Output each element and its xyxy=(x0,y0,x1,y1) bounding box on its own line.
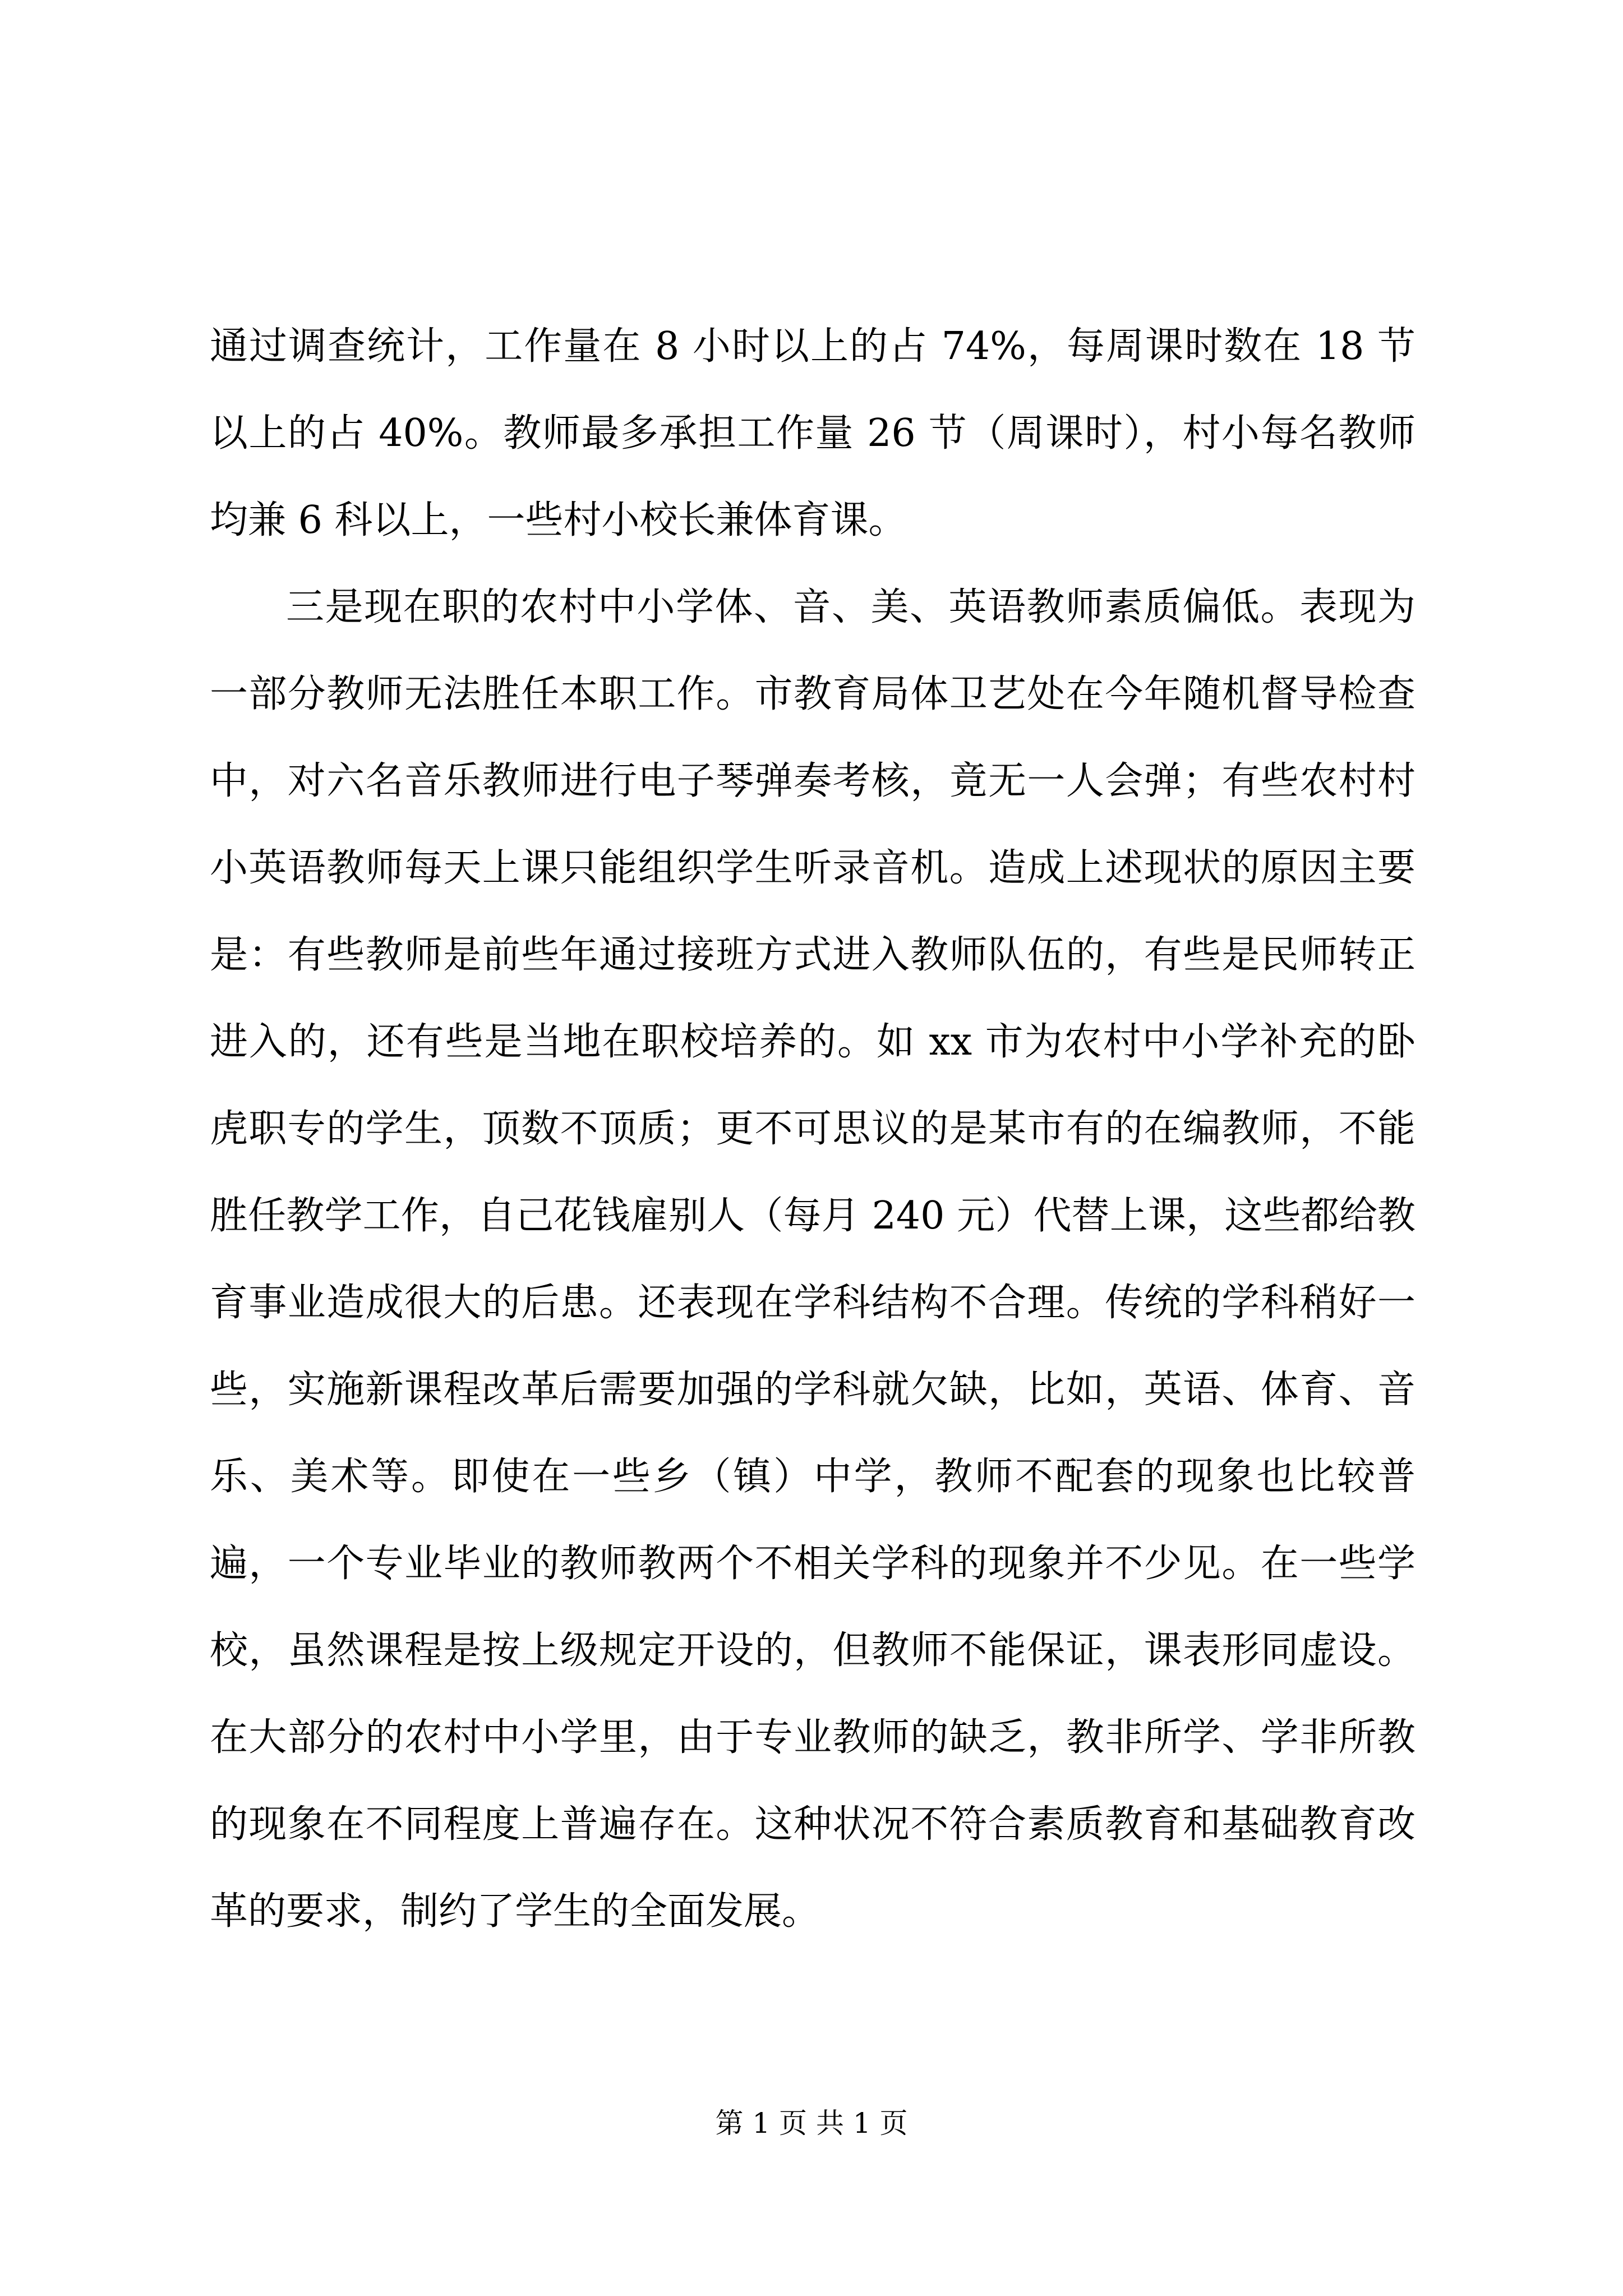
document-body xyxy=(210,303,1415,1955)
page-footer: 第 1 页 共 1 页 xyxy=(715,2107,908,2139)
paragraph-2: 三是现在职的农村中小学体、音、美、英语教师素质偏低。表现为一部分教师无法胜任本职工作。市教育局体卫艺处在今年随机督导检查中，对六名音乐教师进行电子琴弹奏考核，竟无一人会弹；有些农村村小英语教师每天上课只能组织学生听录音机。造成上述现状的原因主要是：有些教师是前些年通过接班方式进入教师队伍的，有些是民师转正进入的，还有些是当地在职校培养的。如 xx 市为农村中小学补充的卧虎职专的学生，顶数不顶质；更不可思议的是某市有的在编教师，不能胜任教学工作，自己花钱雇别人（每月 240 元）代替上课，这些都给教育事业造成很大的后患。还表现在学科结构不合理。传统的学科稍好一些，实施新课程改革后需要加强的学科就欠缺，比如，英语、体育、音乐、美术等。即使在一些乡（镇）中学，教师不配套的现象也比较普遍，一个专业毕业的教师教两个不相关学科的现象并不少见。在一些学校，虽然课程是按上级规定开设的，但教师不能保证，课表形同虚设。在大部分的农村中小学里，由于专业教师的缺乏，教非所学、学非所教的现象在不同程度上普遍存在。这种状况不符合素质教育和基础教育改革的要求，制约了学生的全面发展。 xyxy=(210,585,1415,1934)
paragraph-1: 通过调查统计，工作量在 8 小时以上的占 74%，每周课时数在 18 节以上的占 40%。教师最多承担工作量 26 节（周课时），村小每名教师均兼 6 科以上，一些村小校长兼体育课。 xyxy=(210,324,1416,542)
